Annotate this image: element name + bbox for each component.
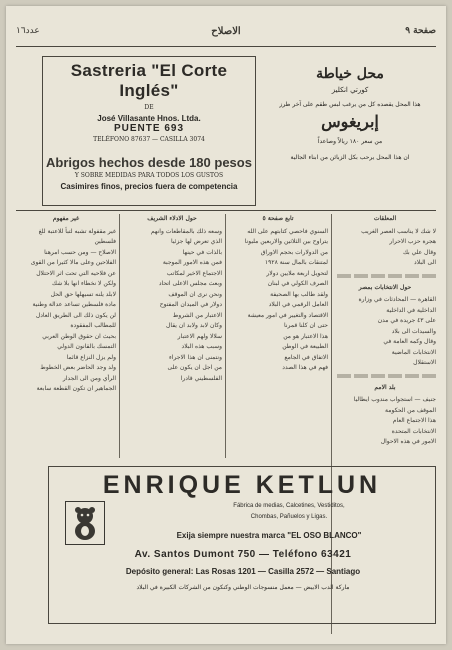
tailor-arabic-subtitle: كورتي انكليز xyxy=(331,86,369,94)
tailor-arabic-text: هذا المحل يقصده كل من يرغب لبس طقم على آخر طرز xyxy=(279,101,421,108)
column-3-line: السنوي فاحصي كتابتهم على الله xyxy=(247,227,328,235)
sastreria-offer: Abrigos hechos desde 180 pesos xyxy=(46,155,252,170)
column-1-line: التمسك بالقانون الدولي xyxy=(57,343,116,350)
sastreria-title: Sastreria "El Corte Inglés" xyxy=(70,61,228,100)
column-4-subheading: بلد الامم xyxy=(374,383,396,391)
ketlun-advertisement xyxy=(48,466,436,624)
ketlun-brand-slogan: Exija siempre nuestra marca "EL OSO BLANCO" xyxy=(176,531,362,540)
tailor-arabic-title: محل خياطة xyxy=(316,66,384,82)
tailor-arabic-price: من سعر ١٨٠ ريالاً وصاعداً xyxy=(317,138,383,145)
column-4-line: جنيف — استجواب مندوب ايطاليا xyxy=(353,396,436,403)
column-1-line: ولكن لا نخطاء انها بلا شك xyxy=(52,280,116,287)
column-1-line: عن فلاحيه التي تحت اثر الاحتلال xyxy=(36,269,116,277)
column-1-heading: غير مفهوم xyxy=(52,215,80,222)
column-4-heading: المعلقات xyxy=(373,215,397,222)
header-rule xyxy=(16,46,436,47)
column-2-line: من اجل ان يكون على xyxy=(167,364,222,371)
column-2-line: الاجتماع الاخير لمكاتب xyxy=(166,269,222,277)
column-1-line: الفلاحين وعلى مالا كثيرا من القوى xyxy=(30,259,116,266)
column-3-line: الاقتصاد والتغيير في امور معيشة xyxy=(247,311,328,319)
column-3-line: الطبيعة في الوطن xyxy=(282,343,328,350)
page-number: صفحة ٩ xyxy=(405,26,436,36)
column-4-line: الى البلاد xyxy=(414,259,436,266)
column-3-line: لمتنقات بالمال سنة ١٩٢٨ xyxy=(264,259,328,266)
column-4-line: والسيدات الى بلاد xyxy=(391,327,436,335)
issue-number: عدد١٦ xyxy=(16,26,40,36)
column-4-line: الداخلية في الداخلية xyxy=(386,306,436,314)
column-2-line: وكان لابد ولابد ان يقال xyxy=(166,322,222,329)
column-1-line: الرأي ومن الى الجدار xyxy=(62,374,116,382)
column-4-line: الانتخابات المتحدة xyxy=(391,427,436,435)
column-3-line: هذا الاعتبار هو من xyxy=(283,332,328,340)
column-4-line: هجرة حزب الاحرار xyxy=(389,238,436,245)
ketlun-deposit: Depósito general: Las Rosas 1201 — Casilla 2572 — Santiago xyxy=(125,567,361,576)
column-3-line: فهم في هذا الصدد xyxy=(282,364,328,371)
column-2-line: بالذات في حينها xyxy=(182,248,222,256)
column-3-line: الصرف الكولي في لبنان xyxy=(267,280,328,287)
column-4-line: القاهرة — المحادثات في وزارة xyxy=(358,296,436,303)
tailor-arabic-brand: إبريغوس xyxy=(321,112,379,131)
column-divider xyxy=(225,214,226,458)
column-1-line: لابلد يلنه تسيهلها حق الحل xyxy=(50,290,116,298)
ketlun-products xyxy=(159,501,419,523)
article-column-1 xyxy=(16,214,116,458)
ads-rule xyxy=(16,210,436,211)
sastreria-advertisement xyxy=(42,56,256,206)
column-divider xyxy=(119,214,120,458)
column-1-line: فلسطين xyxy=(94,238,116,245)
column-2-line: الاعتبار من الشروط xyxy=(172,311,222,319)
sastreria-measure: Y SOBRE MEDIDAS PARA TODOS LOS GUSTOS xyxy=(74,172,224,179)
newspaper-page xyxy=(6,6,446,644)
column-3-line: يتراوح بين الثلاثين والاربعين مليونا xyxy=(244,238,328,245)
column-2-line: سلالا ولهم الاعتبار xyxy=(177,332,222,340)
column-4-line: هذا الاجتماع العام xyxy=(392,417,436,424)
ketlun-address: Av. Santos Dumont 750 — Teléfono 63421 xyxy=(134,549,352,560)
column-4-line: لا شك لا يناسب العصر الغريب xyxy=(361,227,436,235)
sastreria-de: DE xyxy=(144,104,154,111)
column-2-line: الذي تعرض لها جزئيا xyxy=(171,238,222,245)
column-2-line: وبعث مجلس الاعلى اتحاد xyxy=(158,280,222,287)
column-4-line: على ٤٣ جريدة في مدن xyxy=(377,317,436,324)
article-column-3 xyxy=(228,214,328,458)
column-4-line: الاستقلال xyxy=(413,359,436,366)
sastreria-cashmere: Casimires finos, precios fuera de competencia xyxy=(60,182,238,191)
column-1-line: للمطالب المفقودة xyxy=(70,322,116,329)
column-3-line: ولقد طالب بها الصحيفة xyxy=(270,290,328,298)
ketlun-products-line: Chombas, Pañuelos y Ligas. xyxy=(250,514,328,520)
newspaper-title: الاصلاح xyxy=(211,26,241,37)
column-3-line: العامل الرقمي في البلاد xyxy=(268,301,328,308)
ketlun-products-line: Fábrica de medias, Calcetines, Vestiditos, xyxy=(233,503,345,509)
column-4-line: الامور في هذه الاحوال xyxy=(380,438,436,445)
column-2-line: الفلسطيني قادرا xyxy=(180,374,222,382)
column-3-line: لتحويل اربعة ملايين دولار xyxy=(266,269,328,277)
column-4-subheading: حول الانتخابات بمصر xyxy=(358,283,412,291)
column-2-line: ونحن نرى ان الموقف xyxy=(168,290,222,298)
column-4-separator xyxy=(334,274,436,278)
tailor-arabic-advertisement xyxy=(262,56,438,206)
column-4-line: الموقف من الحكومة xyxy=(385,406,436,414)
column-1-line: الاصلاح — ومن حسب امرهنا xyxy=(44,248,116,256)
column-2-line: وسعه ذلك بالمقاطعات وانهم xyxy=(150,227,222,235)
column-1-line: غير مقفولة تشبه لتبأ للاعتبة للغ xyxy=(38,227,116,235)
column-3-heading: تابع صفحة ٥ xyxy=(262,215,294,222)
column-3-line: الاتفاق في الجامع xyxy=(284,353,328,361)
column-2-line: وسبب هذه البلاد xyxy=(181,343,222,350)
ketlun-arabic-text: ماركة الدب الابيض — معمل منسوجات الوطني وكنكون من الشركات الكبيرة في البلاد xyxy=(136,584,350,591)
sastreria-owners: José Villasante Hnos. Ltda. xyxy=(97,114,201,123)
polar-bear-logo-icon xyxy=(65,501,105,545)
column-3-line: من الدولارات بحجم الاوراق xyxy=(260,248,328,256)
column-1-line: بحيث ان حقوق الوطن العربي xyxy=(42,332,116,340)
column-2-line: ونتمنى ان هذا الاجراء xyxy=(168,353,222,361)
column-1-line: الجماهير ان تكون القطعة سابعة xyxy=(36,385,116,392)
column-1-line: ولد وجد الحاضر بعض الخطوط xyxy=(40,364,116,371)
column-2-heading: حول الادلاء الشريف xyxy=(147,215,197,222)
column-1-line: ولم يزل النزاع قائما xyxy=(66,353,116,361)
page-header xyxy=(16,22,436,42)
ketlun-title: ENRIQUE KETLUN xyxy=(102,471,382,499)
column-4-line: وقال علي بك xyxy=(402,248,436,256)
column-1-line: مادة فلسطين تساعد عدالة وطنية xyxy=(32,301,116,308)
column-3-line: حتى ان كلنا قمرنا xyxy=(284,322,328,329)
tailor-arabic-note: ان هذا المحل يرحب بكل الزبائن من ابناء الجالية xyxy=(290,154,410,161)
column-2-line: فمن هذه الامور الموجبة xyxy=(162,259,222,266)
column-1-line: لن يكون ذلك الى الطريق العادل xyxy=(35,311,116,319)
article-column-2 xyxy=(122,214,222,458)
column-4-line: وقال وكمه العامة في xyxy=(383,338,436,345)
column-2-line: دولار في الميدان المفتوح xyxy=(159,301,222,308)
sastreria-address: PUENTE 693 xyxy=(113,123,185,134)
column-4-line: الانتخابات الماضية xyxy=(391,348,436,356)
column-4-separator xyxy=(334,374,436,378)
sastreria-phones: TELÉFONO 87637 — CASILLA 3074 xyxy=(93,136,205,143)
